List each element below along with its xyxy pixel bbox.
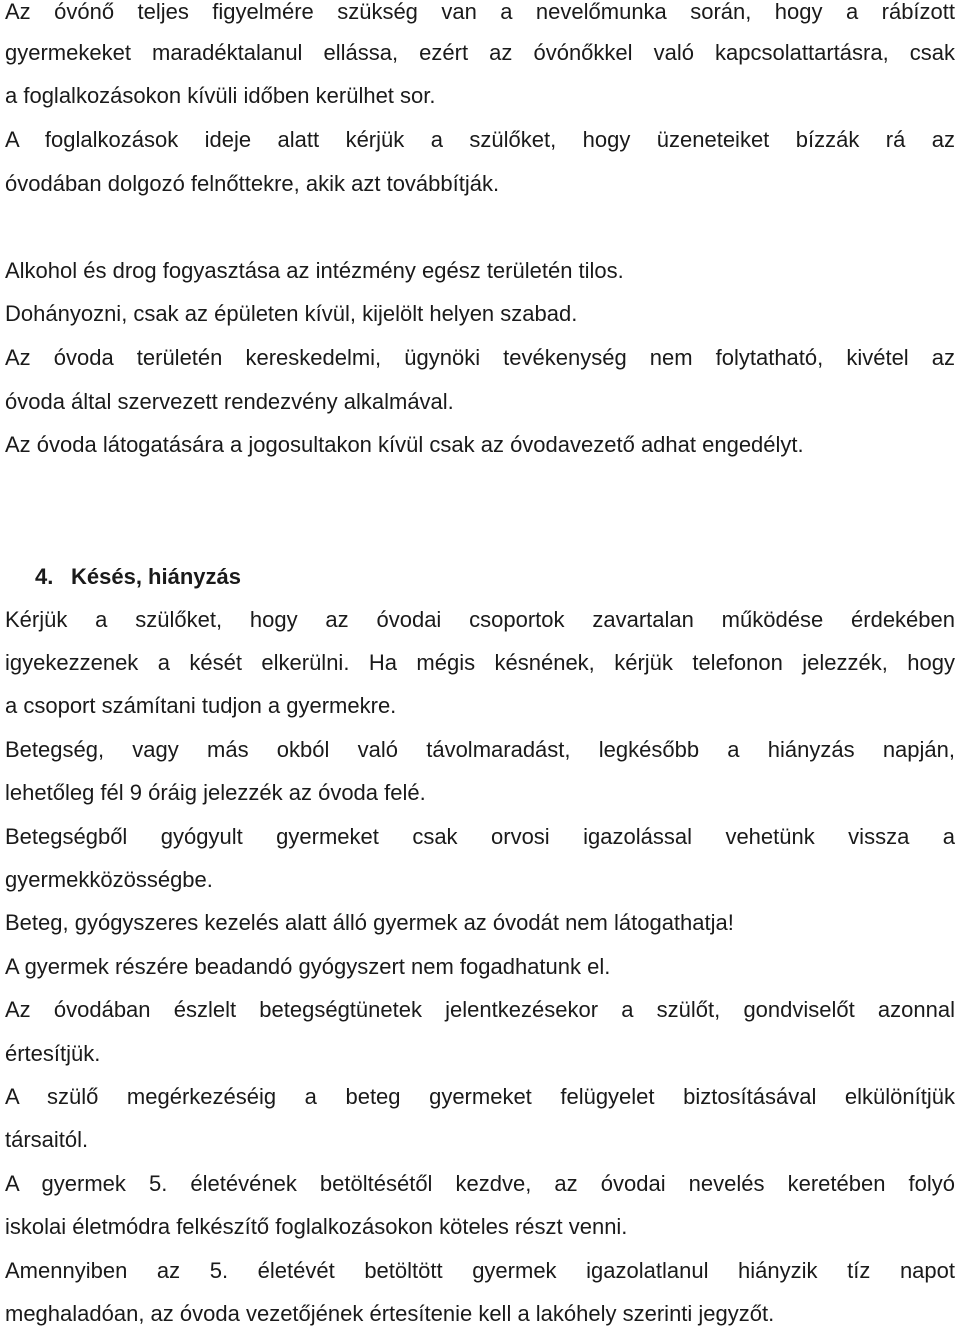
paragraph-line: A foglalkozások ideje alatt kérjük a szülőket, hogy üzeneteiket bízzák rá az xyxy=(5,127,955,152)
section-line: a csoport számítani tudjon a gyermekre. xyxy=(5,693,397,718)
section-line: A gyermek részére beadandó gyógyszert nem fogadhatunk el. xyxy=(5,954,611,979)
section-line: meghaladóan, az óvoda vezetőjének értesítenie kell a lakóhely szerinti jegyzőt. xyxy=(5,1301,775,1326)
rule-line: Az óvoda területén kereskedelmi, ügynöki tevékenység nem folytatható, kivétel az xyxy=(5,345,955,370)
section-title: Késés, hiányzás xyxy=(71,564,241,589)
rule-line: Az óvoda látogatására a jogosultakon kívül csak az óvodavezető adhat engedélyt. xyxy=(5,432,804,457)
section-line: társaitól. xyxy=(5,1127,89,1152)
section-heading xyxy=(35,561,960,593)
section-line: A gyermek 5. életévének betöltésétől kezdve, az óvodai nevelés keretében folyó xyxy=(5,1171,955,1196)
section-line: A szülő megérkezéséig a beteg gyermeket felügyelet biztosításával elkülönítjük xyxy=(5,1084,955,1109)
section-line: Betegség, vagy más okból való távolmaradást, legkésőbb a hiányzás napján, xyxy=(5,737,955,762)
section-line: lehetőleg fél 9 óráig jelezzék az óvoda felé. xyxy=(5,780,426,805)
section-line: Az óvodában észlelt betegségtünetek jelentkezésekor a szülőt, gondviselőt azonnal xyxy=(5,997,955,1022)
paragraph-line: Az óvónő teljes figyelmére szükség van a nevelőmunka során, hogy a rábízott xyxy=(5,0,955,24)
paragraph-line: a foglalkozásokon kívüli időben kerülhet sor. xyxy=(5,83,436,108)
section-line: igyekezzenek a kését elkerülni. Ha mégis késnének, kérjük telefonon jelezzék, hogy xyxy=(5,650,955,675)
section-line: értesítjük. xyxy=(5,1041,101,1066)
paragraph-line: óvodában dolgozó felnőttekre, akik azt továbbítják. xyxy=(5,171,500,196)
section-line: iskolai életmódra felkészítő foglalkozásokon köteles részt venni. xyxy=(5,1214,628,1239)
rule-line: Dohányozni, csak az épületen kívül, kijelölt helyen szabad. xyxy=(5,301,578,326)
section-line: Kérjük a szülőket, hogy az óvodai csoportok zavartalan működése érdekében xyxy=(5,607,955,632)
section-number: 4. xyxy=(35,564,54,589)
section-line: Amennyiben az 5. életévét betöltött gyermek igazolatlanul hiányzik tíz napot xyxy=(5,1258,955,1283)
paragraph-line: gyermekeket maradéktalanul ellássa, ezért az óvónőkkel való kapcsolattartásra, csak xyxy=(5,40,955,65)
section-line: gyermekközösségbe. xyxy=(5,867,213,892)
rule-line: Alkohol és drog fogyasztása az intézmény egész területén tilos. xyxy=(5,258,624,283)
section-line: Betegségből gyógyult gyermeket csak orvosi igazolással vehetünk vissza a xyxy=(5,824,955,849)
section-line: Beteg, gyógyszeres kezelés alatt álló gyermek az óvodát nem látogathatja! xyxy=(5,910,734,935)
rule-line: óvoda által szervezett rendezvény alkalmával. xyxy=(5,389,454,414)
